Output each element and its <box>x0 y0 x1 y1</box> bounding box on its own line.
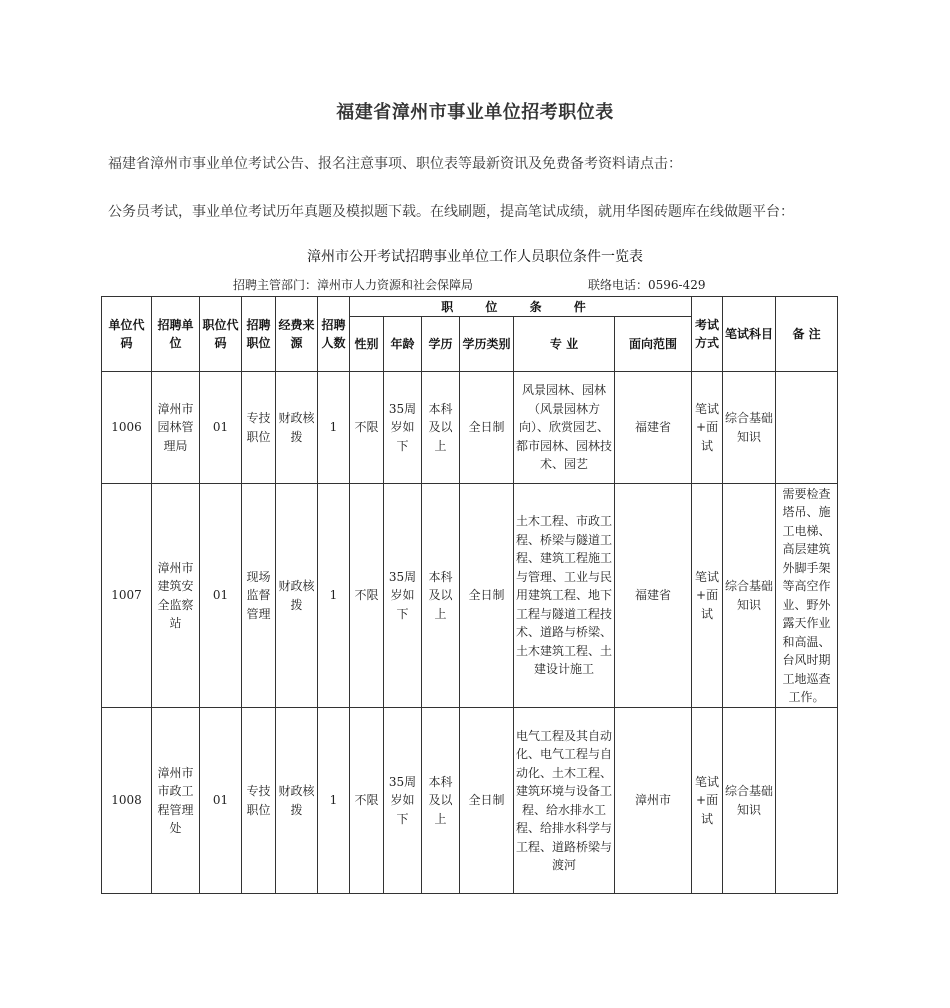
cell-gender: 不限 <box>350 372 384 484</box>
page-title: 福建省漳州市事业单位招考职位表 <box>336 102 614 123</box>
cell-funding-source: 财政核拨 <box>276 484 318 708</box>
cell-education: 本科及以上 <box>422 372 460 484</box>
cell-unit: 漳州市园林管理局 <box>152 372 200 484</box>
cell-age: 35周岁如下 <box>384 708 422 894</box>
header-major: 专 业 <box>514 317 615 372</box>
cell-position-code: 01 <box>200 708 242 894</box>
table-row <box>102 708 838 894</box>
header-scope: 面向范围 <box>615 317 692 372</box>
cell-exam-method: 笔试+面试 <box>692 372 723 484</box>
header-unit-code: 单位代码 <box>102 297 152 372</box>
cell-remarks <box>776 708 838 894</box>
table-row <box>102 372 838 484</box>
intro-line-exam-info: 福建省漳州市事业单位考试公告、报名注意事项、职位表等最新资讯及免费备考资料请点击： <box>108 156 682 172</box>
table-row <box>102 484 838 708</box>
contact-phone: 联络电话：0596-429 <box>588 278 706 292</box>
header-position-code: 职位代码 <box>200 297 242 372</box>
cell-position: 专技职位 <box>242 708 276 894</box>
table-header-row <box>102 297 838 317</box>
cell-education-type: 全日制 <box>460 372 514 484</box>
cell-recruit-count: 1 <box>318 372 350 484</box>
header-remarks: 备 注 <box>776 297 838 372</box>
cell-unit: 漳州市市政工程管理处 <box>152 708 200 894</box>
header-funding-source: 经费来源 <box>276 297 318 372</box>
cell-education: 本科及以上 <box>422 484 460 708</box>
cell-scope: 福建省 <box>615 484 692 708</box>
header-age: 年龄 <box>384 317 422 372</box>
recruiting-department: 招聘主管部门：漳州市人力资源和社会保障局 <box>233 278 474 292</box>
cell-position-code: 01 <box>200 484 242 708</box>
cell-remarks: 需要检查塔吊、施工电梯、高层建筑外脚手架等高空作业、野外露天作业和高温、台风时期工地巡查工作。 <box>776 484 838 708</box>
cell-exam-subject: 综合基础知识 <box>723 372 776 484</box>
cell-exam-subject: 综合基础知识 <box>723 484 776 708</box>
header-education-type: 学历类别 <box>460 317 514 372</box>
header-recruit-count: 招聘人数 <box>318 297 350 372</box>
cell-unit-code: 1007 <box>102 484 152 708</box>
cell-age: 35周岁如下 <box>384 372 422 484</box>
cell-gender: 不限 <box>350 484 384 708</box>
cell-remarks <box>776 372 838 484</box>
cell-scope: 漳州市 <box>615 708 692 894</box>
header-gender: 性别 <box>350 317 384 372</box>
intro-line-question-bank: 公务员考试，事业单位考试历年真题及模拟题下载。在线刷题，提高笔试成绩，就用华图砖题库在线做题平台： <box>108 204 794 220</box>
cell-education: 本科及以上 <box>422 708 460 894</box>
cell-recruit-count: 1 <box>318 708 350 894</box>
header-position: 招聘职位 <box>242 297 276 372</box>
cell-unit-code: 1008 <box>102 708 152 894</box>
cell-exam-method: 笔试+面试 <box>692 484 723 708</box>
header-unit: 招聘单位 <box>152 297 200 372</box>
cell-unit: 漳州市建筑安全监察站 <box>152 484 200 708</box>
cell-exam-method: 笔试+面试 <box>692 708 723 894</box>
cell-position-code: 01 <box>200 372 242 484</box>
cell-funding-source: 财政核拨 <box>276 372 318 484</box>
cell-education-type: 全日制 <box>460 708 514 894</box>
header-exam-subject: 笔试科目 <box>723 297 776 372</box>
cell-position: 专技职位 <box>242 372 276 484</box>
cell-funding-source: 财政核拨 <box>276 708 318 894</box>
cell-scope: 福建省 <box>615 372 692 484</box>
cell-major: 风景园林、园林（风景园林方向）、欣赏园艺、都市园林、园林技术、园艺 <box>514 372 615 484</box>
cell-position: 现场监督管理 <box>242 484 276 708</box>
header-exam-method: 考试方式 <box>692 297 723 372</box>
table-title: 漳州市公开考试招聘事业单位工作人员职位条件一览表 <box>307 249 643 265</box>
job-positions-table <box>101 296 838 894</box>
cell-age: 35周岁如下 <box>384 484 422 708</box>
header-position-conditions: 职 位 条 件 <box>350 297 692 317</box>
cell-exam-subject: 综合基础知识 <box>723 708 776 894</box>
cell-recruit-count: 1 <box>318 484 350 708</box>
cell-education-type: 全日制 <box>460 484 514 708</box>
header-education: 学历 <box>422 317 460 372</box>
cell-unit-code: 1006 <box>102 372 152 484</box>
cell-gender: 不限 <box>350 708 384 894</box>
cell-major: 电气工程及其自动化、电气工程与自动化、土木工程、建筑环境与设备工程、给水排水工程、给排水科学与工程、道路桥梁与渡河 <box>514 708 615 894</box>
cell-major: 土木工程、市政工程、桥梁与隧道工程、建筑工程施工与管理、工业与民用建筑工程、地下工程与隧道工程技术、道路与桥梁、土木建筑工程、土建设计施工 <box>514 484 615 708</box>
